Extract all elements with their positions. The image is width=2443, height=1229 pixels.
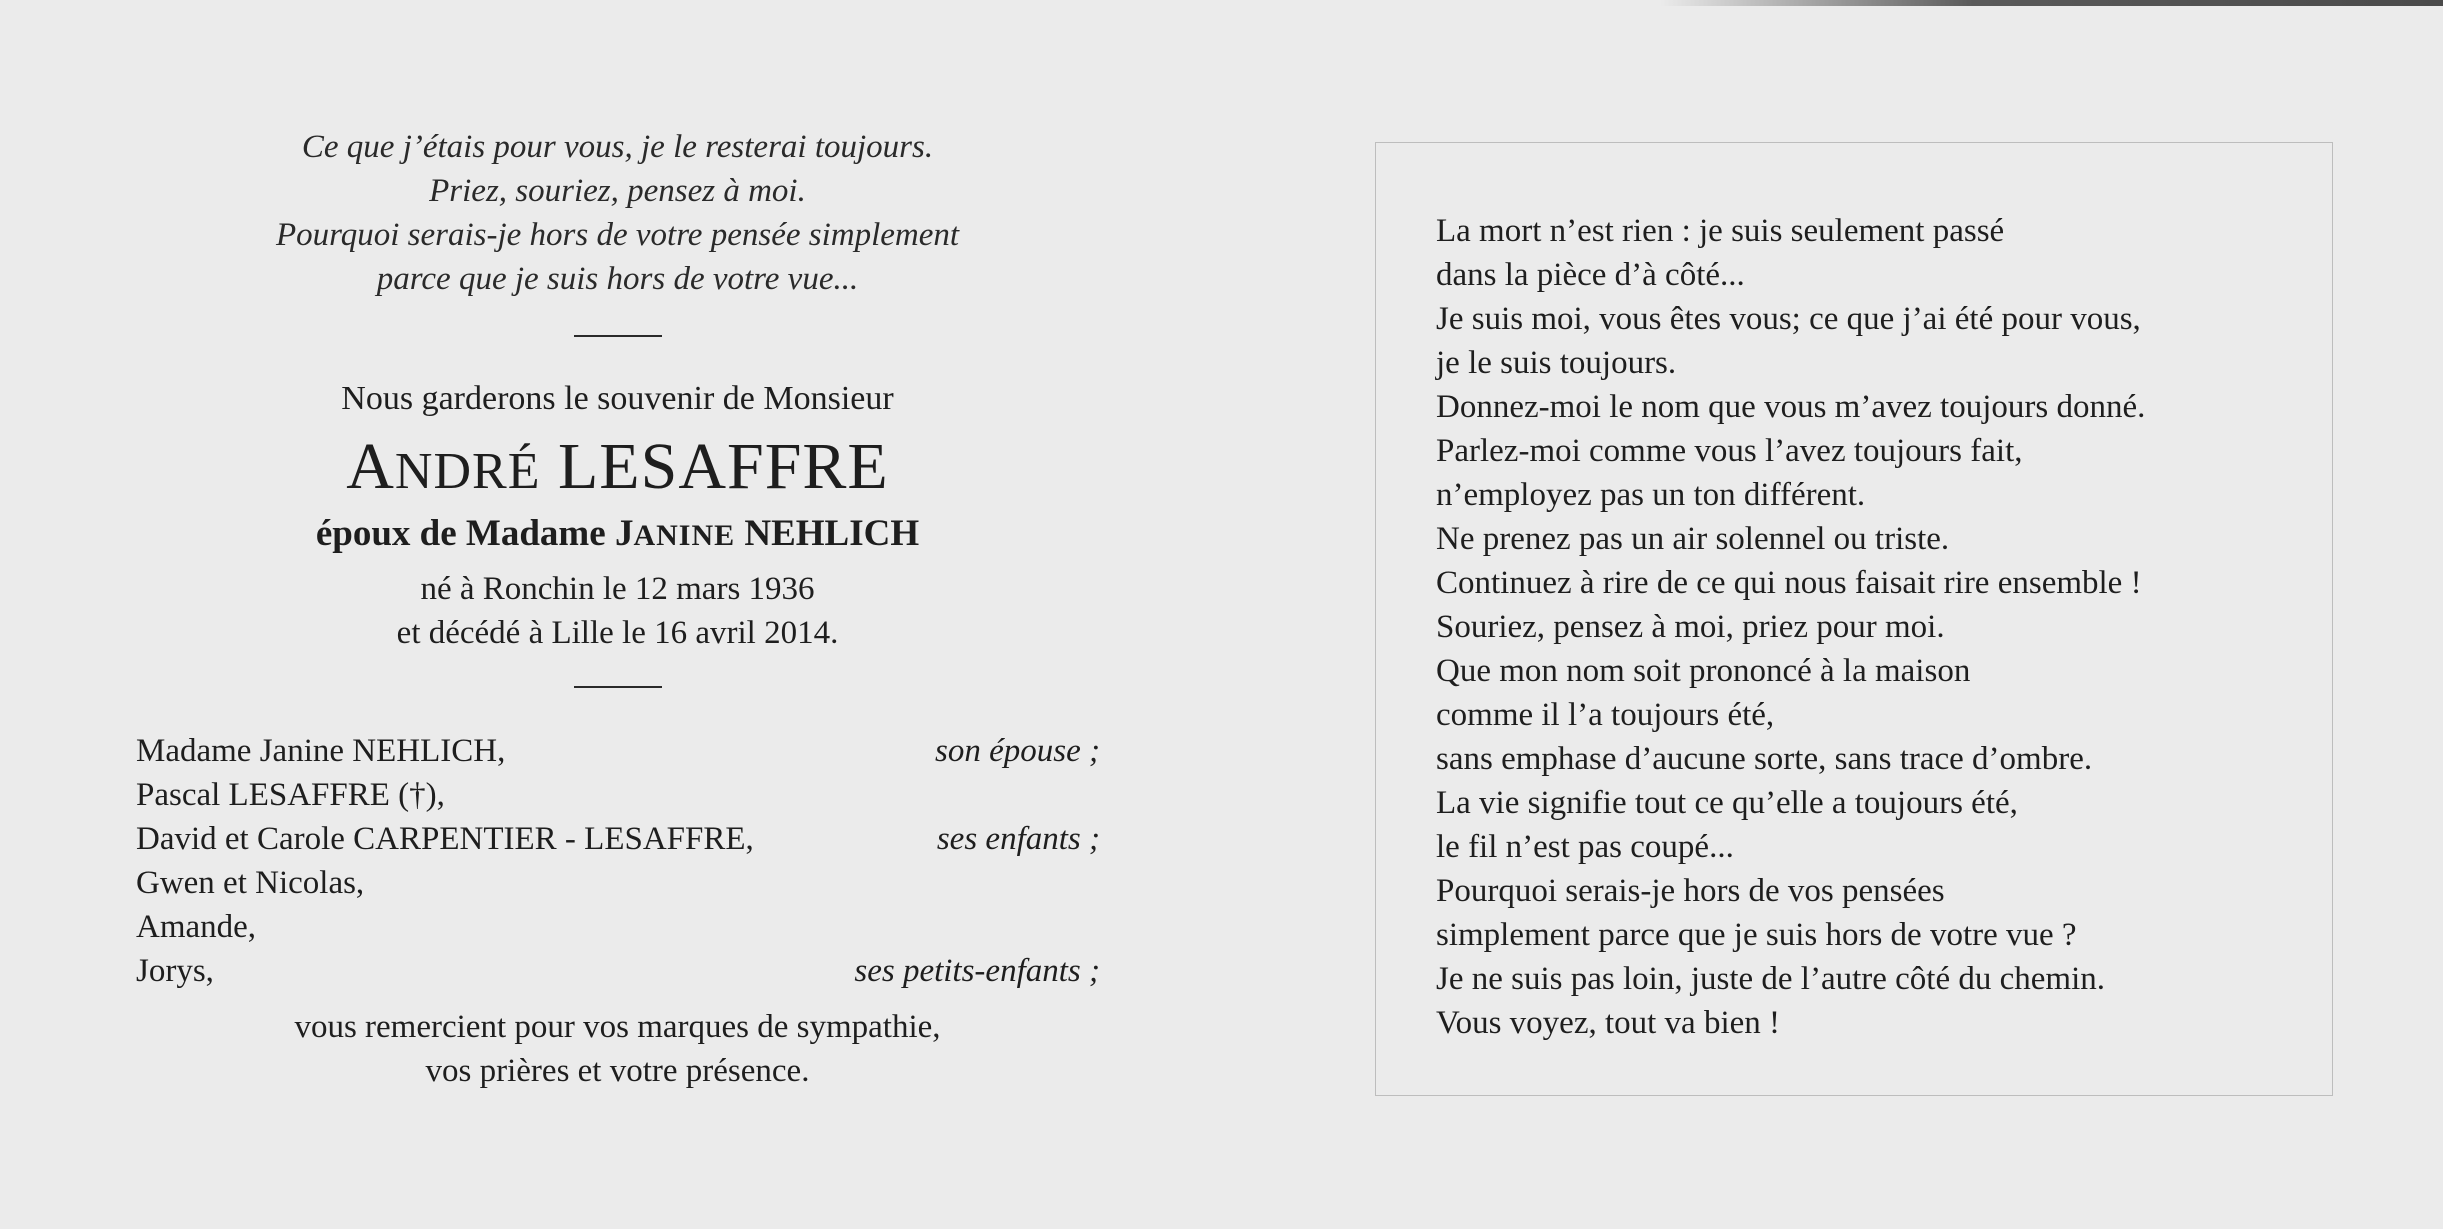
spouse-last-name: NEHLICH	[744, 513, 920, 554]
poem-line: n’employez pas un ton différent.	[1436, 477, 1866, 513]
poem-line: Pourquoi serais-je hors de vos pensées	[1436, 873, 1945, 909]
deceased-name	[130, 431, 1105, 508]
poem-line: La vie signifie tout ce qu’elle a toujours été,	[1436, 785, 2018, 821]
last-name: LESAFFRE	[557, 430, 889, 503]
family-member: Madame Janine NEHLICH,	[136, 733, 506, 769]
family-row	[130, 729, 1100, 773]
spouse-first-rest: ANINE	[633, 519, 736, 552]
family-relation: ses petits-enfants ;	[854, 953, 1100, 989]
poem-line: Je ne suis pas loin, juste de l’autre côté du chemin.	[1436, 961, 2105, 997]
separator-rule	[574, 686, 662, 688]
scan-edge-shadow	[1660, 0, 2443, 6]
poem-line: La mort n’est rien : je suis seulement passé	[1436, 213, 2005, 249]
death-line: et décédé à Lille le 16 avril 2014.	[396, 615, 839, 651]
first-name-rest: NDRÉ	[394, 443, 541, 500]
family-member: David et Carole CARPENTIER - LESAFFRE,	[136, 821, 754, 857]
family-member: Gwen et Nicolas,	[136, 865, 365, 901]
poem-line: Que mon nom soit prononcé à la maison	[1436, 653, 1971, 689]
thanks-line: vous remercient pour vos marques de sympathie,	[294, 1009, 941, 1045]
poem-line: Parlez-moi comme vous l’avez toujours fait,	[1436, 433, 2023, 469]
family-row	[130, 861, 1100, 905]
poem-text	[1436, 209, 2145, 1045]
quote-line: Ce que j’étais pour vous, je le resterai toujours.	[301, 129, 934, 165]
poem-line: Continuez à rire de ce qui nous faisait rire ensemble !	[1436, 565, 2142, 601]
spouse-line	[130, 511, 1105, 559]
poem-line: Souriez, pensez à moi, priez pour moi.	[1436, 609, 1945, 645]
poem-line: comme il l’a toujours été,	[1436, 697, 1775, 733]
intro-line: Nous garderons le souvenir de Monsieur	[341, 380, 894, 417]
poem-line: Vous voyez, tout va bien !	[1436, 1005, 1781, 1041]
quote-line: parce que je suis hors de votre vue...	[376, 261, 859, 297]
poem-frame	[1375, 142, 2333, 1096]
first-name-initial: A	[346, 430, 395, 503]
quote-line: Pourquoi serais-je hors de votre pensée simplement	[275, 217, 960, 253]
family-relation: ses enfants ;	[936, 821, 1100, 857]
poem-line: Donnez-moi le nom que vous m’avez toujours donné.	[1436, 389, 2146, 425]
dates-block	[130, 567, 1105, 655]
poem-line: le fil n’est pas coupé...	[1436, 829, 1734, 865]
thanks-line: vos prières et votre présence.	[425, 1053, 810, 1089]
spouse-first-initial: J	[614, 513, 634, 554]
announcement-panel	[130, 125, 1105, 1125]
birth-line: né à Ronchin le 12 mars 1936	[420, 571, 815, 607]
quote-line: Priez, souriez, pensez à moi.	[429, 173, 806, 209]
family-row	[130, 949, 1100, 993]
poem-line: simplement parce que je suis hors de votre vue ?	[1436, 917, 2077, 953]
separator-rule	[574, 335, 662, 337]
spouse-prefix: époux de Madame	[315, 513, 606, 554]
thanks-block	[130, 1005, 1105, 1093]
family-member: Amande,	[136, 909, 257, 945]
poem-line: sans emphase d’aucune sorte, sans trace d’ombre.	[1436, 741, 2093, 777]
family-member: Jorys,	[136, 953, 214, 989]
poem-line: Je suis moi, vous êtes vous; ce que j’ai été pour vous,	[1436, 301, 2141, 337]
family-row	[130, 817, 1100, 861]
opening-quote	[130, 125, 1105, 301]
poem-line: je le suis toujours.	[1436, 345, 1677, 381]
family-row	[130, 773, 1100, 817]
poem-line: Ne prenez pas un air solennel ou triste.	[1436, 521, 1950, 557]
family-relation: son épouse ;	[935, 733, 1100, 769]
family-row	[130, 905, 1100, 949]
poem-line: dans la pièce d’à côté...	[1436, 257, 1745, 293]
family-member: Pascal LESAFFRE (†),	[136, 777, 445, 813]
